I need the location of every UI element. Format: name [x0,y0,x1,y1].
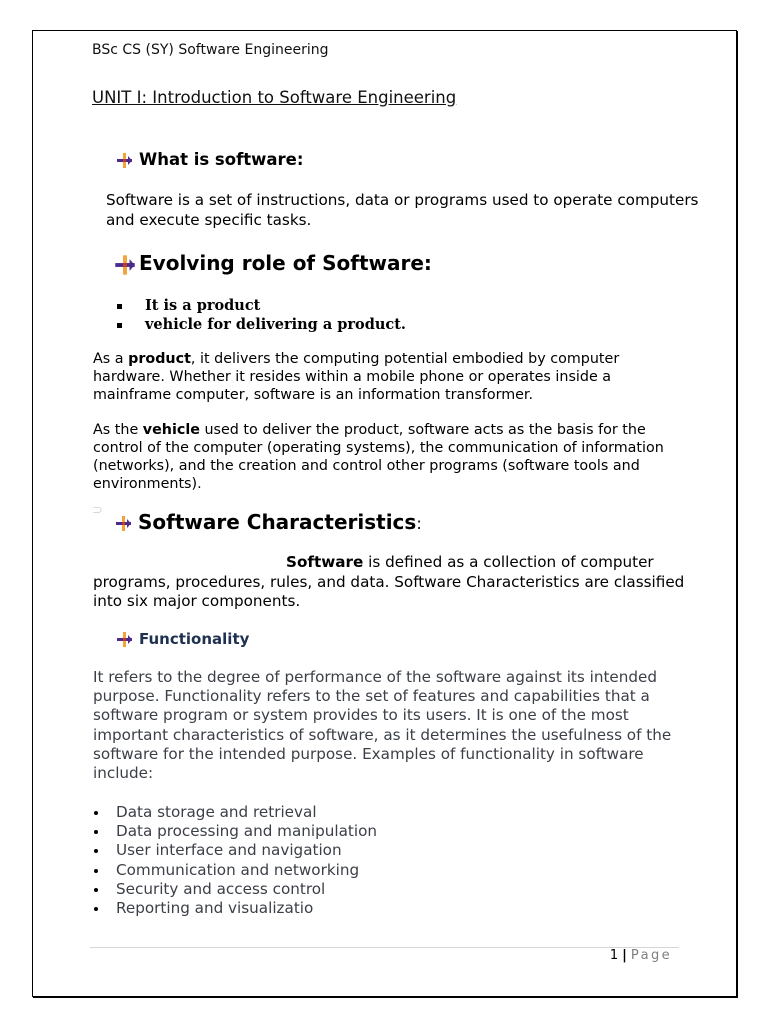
heading-functionality [116,630,249,648]
page-separator: | [622,948,627,963]
list-item: User interface and navigation [93,841,377,860]
arrow-cross-bullet-icon [114,254,136,276]
paragraph-product [93,350,693,404]
running-header: BSc CS (SY) Software Engineering [92,42,329,58]
paragraph-product-lead: As a [93,351,129,367]
faint-artifact-mark: ⊃ [92,503,103,518]
paragraph-functionality: It refers to the degree of performance of the software against its intended purpose. Functionality refers to the set of features and capabilities that a software program or system provides to its users. It is one of the most important characteristics of software, as it determines the usefulness of the software for the intended purpose. Examples of functionality in software include: [93,668,672,783]
list-item: Data processing and manipulation [93,822,377,841]
paragraph-vehicle [93,421,693,493]
paragraph-product-bold: product [128,351,191,367]
arrow-cross-bullet-icon [116,152,133,169]
heading-functionality-label: Functionality [139,630,250,648]
footer-divider [90,947,679,948]
list-item: It is a product [116,297,406,316]
unit-title: UNIT I: Introduction to Software Engineering [92,88,457,107]
list-item: Reporting and visualizatio [93,899,377,918]
list-item: Security and access control [93,880,377,899]
arrow-cross-bullet-icon [116,631,133,648]
paragraph-product-rest: , it delivers the computing potential embodied by computer hardware. Whether it resides within a mobile phone or operates inside a mainframe computer, software is an information transformer. [93,351,620,403]
arrow-cross-bullet-icon [115,515,132,532]
heading-what-is-software [116,150,303,169]
page-footer [610,948,672,963]
heading-colon: : [416,514,422,533]
paragraph-vehicle-bold: vehicle [142,422,200,438]
heading-software-characteristics [115,510,422,534]
heading-software-characteristics-label: Software Characteristics [138,510,417,534]
paragraph-what-is-software: Software is a set of instructions, data or programs used to operate computers and execute specific tasks. [106,191,699,229]
evolving-role-list [116,297,406,334]
paragraph-software-bold: Software [286,553,364,571]
paragraph-vehicle-rest: used to deliver the product, software acts as the basis for the control of the computer (operating systems), the communication of information (networks), and the creation and control other programs (software tools and environments). [93,422,664,492]
list-item: Communication and networking [93,861,377,880]
heading-what-is-software-label: What is software: [139,150,304,169]
paragraph-vehicle-lead: As the [93,422,143,438]
page-number: 1 [609,948,619,963]
heading-evolving-role [114,251,432,276]
functionality-examples-list [93,803,377,918]
page-word: Page [630,948,672,963]
heading-evolving-role-label: Evolving role of Software: [139,251,432,275]
list-item: vehicle for delivering a product. [116,316,406,335]
paragraph-software-rest: is defined as a collection of computer programs, procedures, rules, and data. Software Characteristics are classified into six major components. [93,553,685,610]
paragraph-software-definition [93,553,693,612]
list-item: Data storage and retrieval [93,803,377,822]
